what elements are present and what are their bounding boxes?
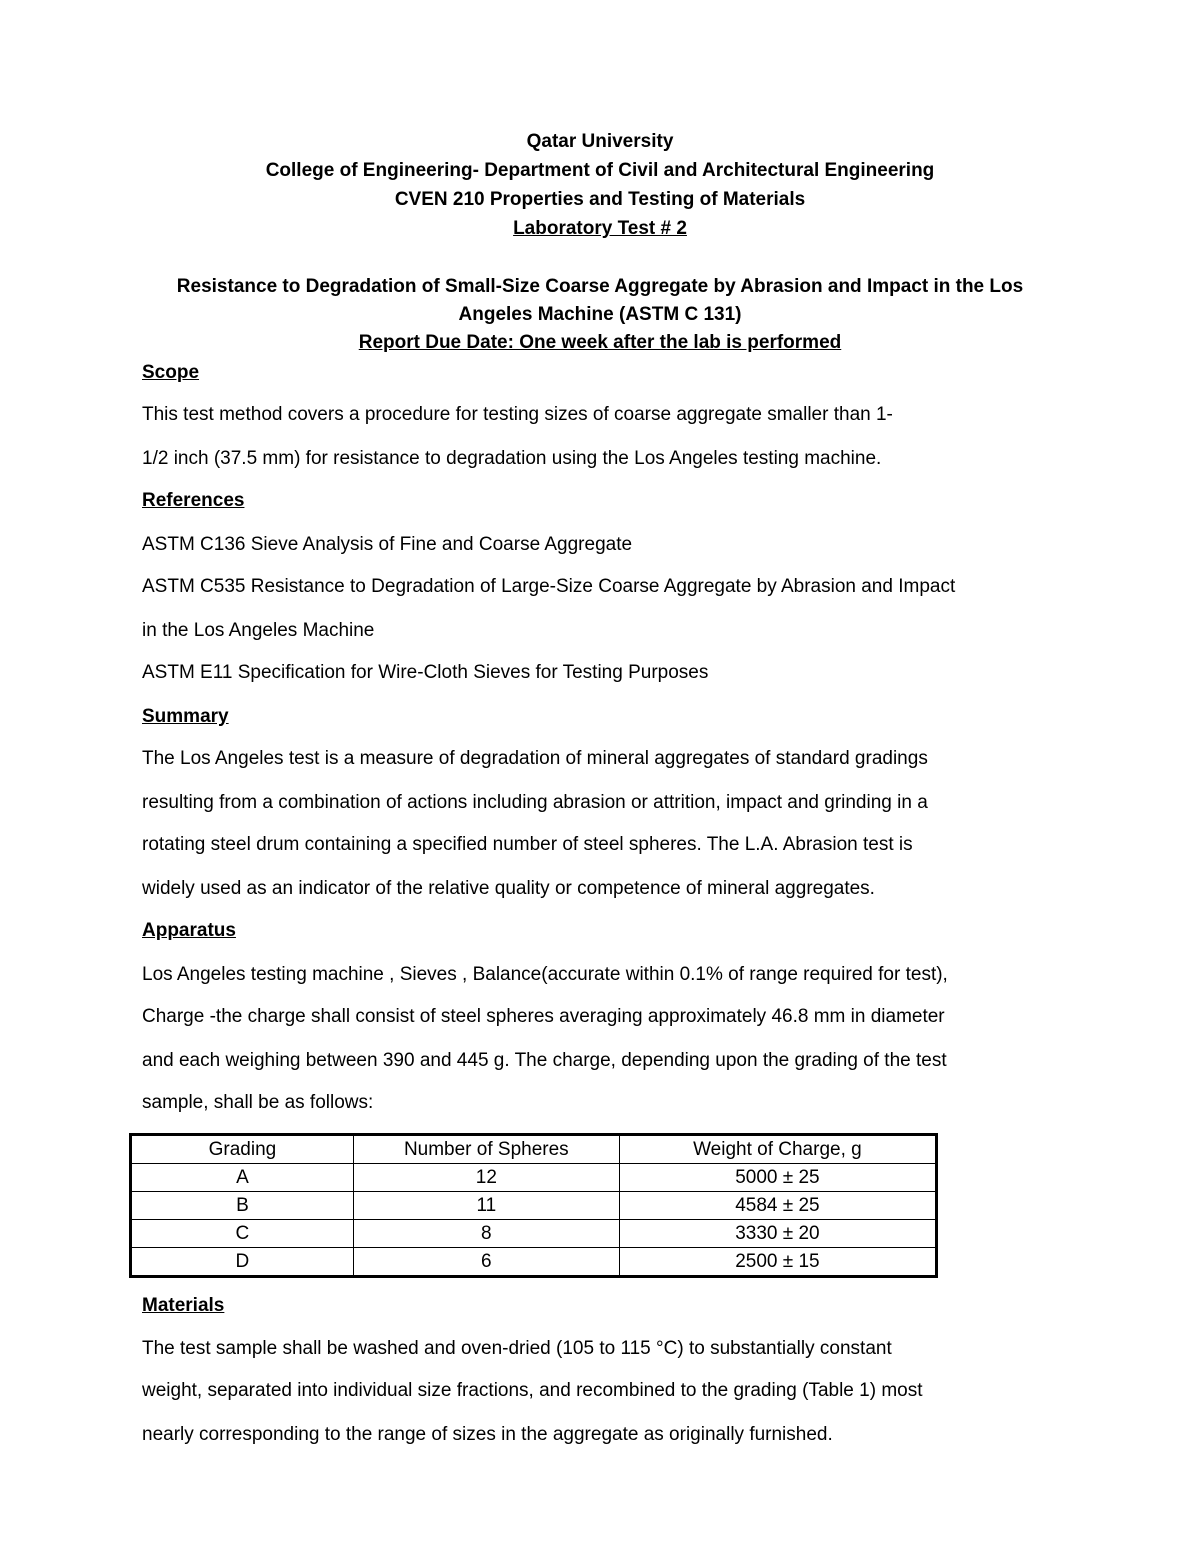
reference-line: ASTM C535 Resistance to Degradation of Large-Size Coarse Aggregate by Abrasion and Impact: [142, 576, 956, 597]
test-title-line-1: Resistance to Degradation of Small-Size Coarse Aggregate by Abrasion and Impact in the Los: [176, 276, 1024, 297]
table-cell: 2500 ± 15: [619, 1248, 936, 1277]
table-row: [131, 1192, 937, 1220]
scope-line: 1/2 inch (37.5 mm) for resistance to degradation using the Los Angeles testing machine.: [142, 448, 882, 469]
table-header-cell: Weight of Charge, g: [619, 1135, 936, 1164]
apparatus-line: Charge -the charge shall consist of steel spheres averaging approximately 46.8 mm in diameter: [142, 1006, 945, 1027]
table-cell: 3330 ± 20: [619, 1220, 936, 1248]
summary-line: The Los Angeles test is a measure of degradation of mineral aggregates of standard gradings: [142, 748, 928, 769]
reference-line: ASTM E11 Specification for Wire-Cloth Sieves for Testing Purposes: [142, 662, 709, 683]
apparatus-line: sample, shall be as follows:: [142, 1092, 374, 1113]
charge-table: [129, 1133, 938, 1278]
table-row: [131, 1220, 937, 1248]
reference-line: in the Los Angeles Machine: [142, 620, 375, 641]
summary-line: widely used as an indicator of the relative quality or competence of mineral aggregates.: [142, 878, 875, 899]
summary-heading: Summary: [142, 706, 229, 727]
test-title-line-2: Angeles Machine (ASTM C 131): [458, 304, 742, 325]
due-date: Report Due Date: One week after the lab is performed: [358, 332, 842, 353]
course-name: CVEN 210 Properties and Testing of Materials: [394, 189, 806, 210]
table-cell: A: [131, 1164, 354, 1192]
apparatus-line: Los Angeles testing machine , Sieves , Balance(accurate within 0.1% of range required for test),: [142, 964, 948, 985]
table-cell: 11: [353, 1192, 619, 1220]
table-header-row: [131, 1135, 937, 1164]
scope-heading: Scope: [142, 362, 200, 383]
reference-line: ASTM C136 Sieve Analysis of Fine and Coarse Aggregate: [142, 534, 633, 555]
table-cell: C: [131, 1220, 354, 1248]
summary-line: resulting from a combination of actions including abrasion or attrition, impact and grinding in a: [142, 792, 928, 813]
materials-line: nearly corresponding to the range of sizes in the aggregate as originally furnished.: [142, 1424, 833, 1445]
table-cell: B: [131, 1192, 354, 1220]
materials-line: The test sample shall be washed and oven-dried (105 to 115 °C) to substantially constant: [142, 1338, 892, 1359]
table-cell: D: [131, 1248, 354, 1277]
table-cell: 4584 ± 25: [619, 1192, 936, 1220]
table-header-cell: Number of Spheres: [353, 1135, 619, 1164]
table-cell: 5000 ± 25: [619, 1164, 936, 1192]
table-row: [131, 1164, 937, 1192]
college-name: College of Engineering- Department of Civil and Architectural Engineering: [265, 160, 935, 181]
table-cell: 12: [353, 1164, 619, 1192]
scope-line: This test method covers a procedure for testing sizes of coarse aggregate smaller than 1-: [142, 404, 893, 425]
table-header-cell: Grading: [131, 1135, 354, 1164]
materials-heading: Materials: [142, 1295, 225, 1316]
table-cell: 6: [353, 1248, 619, 1277]
references-heading: References: [142, 490, 245, 511]
apparatus-heading: Apparatus: [142, 920, 236, 941]
university-name: Qatar University: [526, 131, 674, 152]
table-cell: 8: [353, 1220, 619, 1248]
materials-line: weight, separated into individual size fractions, and recombined to the grading (Table 1) most: [142, 1380, 923, 1401]
table-row: [131, 1248, 937, 1277]
lab-number: Laboratory Test # 2: [513, 218, 687, 239]
summary-line: rotating steel drum containing a specified number of steel spheres. The L.A. Abrasion test is: [142, 834, 913, 855]
apparatus-line: and each weighing between 390 and 445 g. The charge, depending upon the grading of the test: [142, 1050, 947, 1071]
